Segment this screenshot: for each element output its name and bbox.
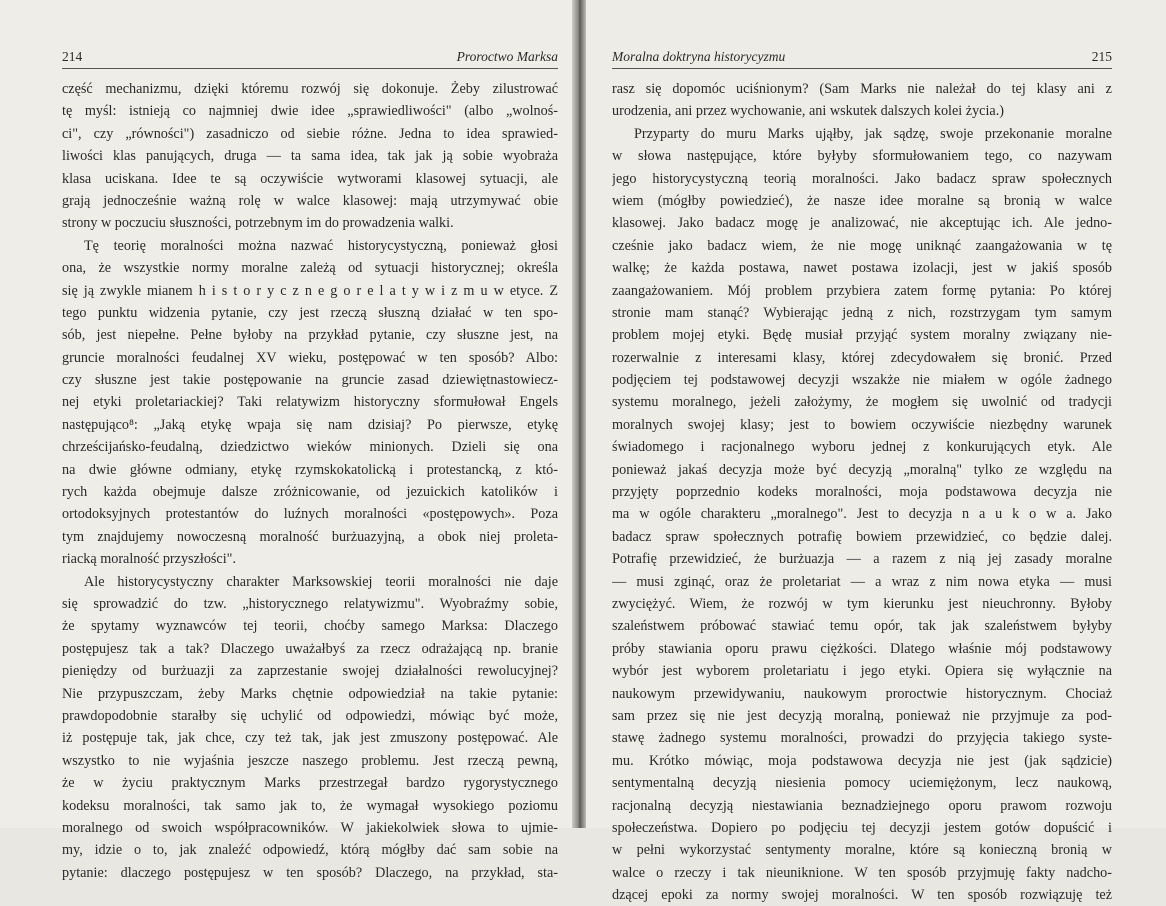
text-line: ponieważ jakaś decyzja może być decyzją „moralną" tylko ze względu na — [612, 461, 1112, 478]
text-line: — musi zginąć, oraz że proletariat — a wraz z nim nowa etyka — musi — [612, 573, 1112, 590]
text-line: że w życiu praktycznym Marks przestrzegał bardzo rygorystycznego — [62, 775, 558, 792]
text-line: chrześcijańsko-feudalną, dziedzictwo wieków minionych. Dzieli się ona — [62, 439, 558, 456]
text-line: wiem (mógłby powiedzieć), że nasze idee moralne są bronią w walce — [612, 192, 1112, 209]
text-line: zaangażowaniem. Mój problem przybiera zatem formę pytania: Po której — [612, 282, 1112, 299]
text-line: czy słuszne jest takie postępowanie na gruncie zasad dziewiętnastowiecz- — [62, 372, 558, 389]
header-rule-right — [612, 68, 1112, 69]
text-line: systemu moralnego, jeżeli założymy, że mogłem się uwolnić od tradycji — [612, 394, 1112, 411]
text-line: próby stawiania oporu prawu ciężkości. Dlatego właśnie mój podstawowy — [612, 640, 1112, 657]
text-line: mu. Krótko mówiąc, moja podstawowa decyzja nie jest (jak sądzicie) — [612, 752, 1112, 769]
text-line: Potrafię przewidzieć, że burżuazja — a razem z nią jej zasady moralne — [612, 551, 1112, 568]
text-line: rasz się dopomóc uciśnionym? (Sam Marks nie należał do tej klasy ani z — [612, 81, 1112, 97]
text-line: naukowym przewidywaniu, naukowym proroctwie historycznym. Chociaż — [612, 685, 1112, 702]
left-page — [0, 0, 576, 881]
right-page-header — [612, 48, 1112, 66]
text-line: w pełni wykorzystać sentymenty moralne, które są konieczną bronią w — [612, 842, 1112, 859]
text-line: riacką moralność przyszłości". — [62, 551, 237, 568]
text-line: urodzenia, ani przez wychowanie, ani wskutek dalszych kolei życia.) — [612, 103, 1004, 120]
text-line: Ale historycystyczny charakter Marksowskiej teorii moralności nie daje — [84, 573, 558, 590]
text-line: wszystko to nie wyjaśnia jeszcze naszego problemu. Jest rzeczą pewną, — [62, 752, 558, 769]
text-line: postępujesz tak a tak? Dlaczego uważałbyś za rzecz odrażającą np. branie — [62, 640, 558, 657]
page-number-right: 215 — [1091, 49, 1112, 64]
text-line: problem mojej etyki. Będę musiał przyjąć system moralny związany nie- — [612, 327, 1112, 344]
text-line: rych każda obejmuje dalsze zróżnicowanie, od jezuickich katolików i — [62, 484, 558, 501]
running-title-right: Moralna doktryna historycyzmu — [612, 49, 786, 64]
text-line: cześnie jako badacz wiem, że nie mogę uniknąć zaangażowania w tę — [612, 237, 1112, 254]
text-line: tego punktu widzenia pytanie, czy jest rzeczą słuszną działać w ten spo- — [62, 304, 558, 321]
text-line: Przyparty do muru Marks ująłby, jak sądzę, swoje przekonanie moralne — [634, 125, 1112, 142]
text-line: racjonalną decyzją niestawiania beznadziejnego oporu prawom rozwoju — [612, 797, 1112, 814]
text-line: sentymentalną decyzją niesienia pomocy uciemiężonym, lecz naukową, — [612, 775, 1112, 792]
text-line: Nie przypuszczam, żeby Marks chętnie odpowiedział na takie pytanie: — [62, 685, 558, 702]
text-line: ci", czy „równości") zasadniczo od siebie różne. Jedna to idea sprawied- — [62, 125, 558, 142]
text-line: walkę; że każda postawa, nawet postawa izolacji, jest w jakiś sposób — [612, 260, 1112, 277]
text-line: klasowej. Jako badacz mogę je analizować, nie akceptując ich. Ale jedno- — [612, 215, 1112, 232]
text-line: się ją zwykle mianem h i s t o r y c z n e g o r e l a t y w i z m u w etyce. Z — [62, 282, 558, 299]
right-page — [582, 0, 1166, 904]
text-line: tę myśl: istnieją co najmniej dwie idee „sprawiedliwości" (albo „wolnoś- — [62, 103, 558, 120]
text-line: że spytamy wyznawców tej teorii, choćby samego Marksa: Dlaczego — [62, 618, 558, 635]
text-line: przyjęty poprzednio kodeks moralności, moja podstawowa decyzja nie — [612, 484, 1112, 501]
text-line: szaleństwem próbować stawiać temu opór, tak jak szaleństwem byłyby — [612, 618, 1112, 635]
running-title-left: Proroctwo Marksa — [456, 49, 558, 64]
text-line: się sprowadzić do tzw. „historycznego relatywizmu". Wyobraźmy sobie, — [62, 595, 558, 612]
text-line: liwości klas panujących, druga — ta sama idea, tak jak ją sobie wyobraża — [62, 148, 558, 165]
text-line: nej etyki proletariackiej? Taki relatywizm historyczny sformułował Engels — [62, 394, 558, 411]
text-line: ona, że wszystkie normy moralne zależą od sytuacji historycznej; określa — [62, 260, 558, 277]
page-number-left: 214 — [62, 49, 83, 64]
text-line: Tę teorię moralności można nazwać historycystyczną, ponieważ głosi — [84, 237, 558, 254]
text-line: my, idzie o to, jak znaleźć odpowiedź, którą mógłby dać sam sobie na — [62, 842, 558, 859]
right-page-body — [612, 78, 1112, 906]
text-line: podjęciem tej podstawowej decyzji wszakże nie miałem w ogóle żadnego — [612, 372, 1112, 389]
text-line: zwyciężyć. Wiem, że rozwój w tym kierunku jest nieuchronny. Byłoby — [612, 595, 1112, 612]
text-line: jego historycystyczną teorią moralności. Jako badacz spraw społecznych — [612, 170, 1112, 187]
text-line: klasa uciskana. Idee te są oczywiście wytworami klasowej sytuacji, ale — [62, 170, 558, 187]
text-line: ma w ogóle charakteru „moralnego". Jest to decyzja n a u k o w a. Jako — [612, 506, 1112, 523]
text-line: grają jednocześnie ważną rolę w walce klasowej: mają utrzymywać obie — [62, 192, 558, 209]
text-line: moralnych swojej klasy; jest to bowiem oczywiście niezbędny warunek — [612, 416, 1112, 433]
header-rule-left — [62, 68, 558, 69]
text-line: następująco⁸: „Jaką etykę wpaja się nam dzisiaj? Po pierwsze, etykę — [62, 416, 558, 433]
text-line: gruncie moralności feudalnej XV wieku, postępować w ten sposób? Albo: — [62, 349, 558, 366]
text-line: iż postępuje tak, jak chce, czy też tak, jak jest zmuszony postępować. Ale — [62, 730, 558, 747]
left-page-header — [62, 48, 558, 66]
text-line: pieniędzy od burżuazji za zaprzestanie swojej działalności rewolucyjnej? — [62, 663, 558, 680]
text-line: sób, jest niepełne. Pełne byłoby na przykład pytanie, czy słuszne jest, na — [62, 327, 558, 344]
text-line: część mechanizmu, dzięki któremu rozwój się dokonuje. Żeby zilustrować — [62, 81, 558, 97]
text-line: na dwie główne odmiany, etykę rzymskokatolicką i protestancką, z któ- — [62, 461, 558, 478]
text-line: stawę żadnego systemu moralności, prowadzi do przyjęcia takiego syste- — [612, 730, 1112, 747]
text-line: walce o rzeczy i tak nieuniknione. W ten sposób przyjmuję fakty nadcho- — [612, 864, 1112, 881]
text-line: ortodoksyjnych protestantów do luźnych moralności «postępowych». Poza — [62, 506, 558, 523]
text-line: dzącej epoki za normy swojej moralności. W ten sposób rozwiązuję też — [612, 887, 1112, 904]
text-line: strony w poczuciu słuszności, potrzebnym im do prowadzenia walki. — [62, 215, 454, 232]
left-page-body — [62, 78, 558, 884]
text-line: tym znajdujemy nowoczesną moralność burżuazyjną, a obok niej proleta- — [62, 528, 558, 545]
text-line: prawdopodobnie starałby się uchylić od odpowiedzi, mówiąc być może, — [62, 707, 558, 724]
text-line: społeczeństwa. Dopiero po podjęciu tej decyzji jestem gotów dopuścić i — [612, 819, 1112, 836]
text-line: w słowa następujące, które byłyby sformułowaniem tego, co nazywam — [612, 148, 1112, 165]
text-line: sam przez się nie jest decyzją moralną, ponieważ nie przyjmuje za pod- — [612, 707, 1112, 724]
book-gutter — [572, 0, 586, 828]
text-line: stronie mam stanąć? Wybierając jedną z nich, rozstrzygam tym samym — [612, 304, 1112, 321]
text-line: kodeksu moralności, tak samo jak to, że wymagał wysokiego poziomu — [62, 797, 558, 814]
text-line: rozerwalnie z interesami klasy, której zdecydowałem się bronić. Przed — [612, 349, 1112, 366]
text-line: badacz spraw społecznych potrafię bowiem przewidzieć, co będzie dalej. — [612, 528, 1112, 545]
text-line: pytanie: dlaczego postępujesz w ten sposób? Dlaczego, na przykład, sta- — [62, 864, 558, 881]
text-line: moralnego od swoich współpracowników. W jakiekolwiek słowa to ujmie- — [62, 819, 558, 836]
text-line: wybór jest wyborem proletariatu i jego etyki. Opiera się wyłącznie na — [612, 663, 1112, 680]
text-line: świadomego i racjonalnego wyboru jednej z konkurujących etyk. Ale — [612, 439, 1112, 456]
